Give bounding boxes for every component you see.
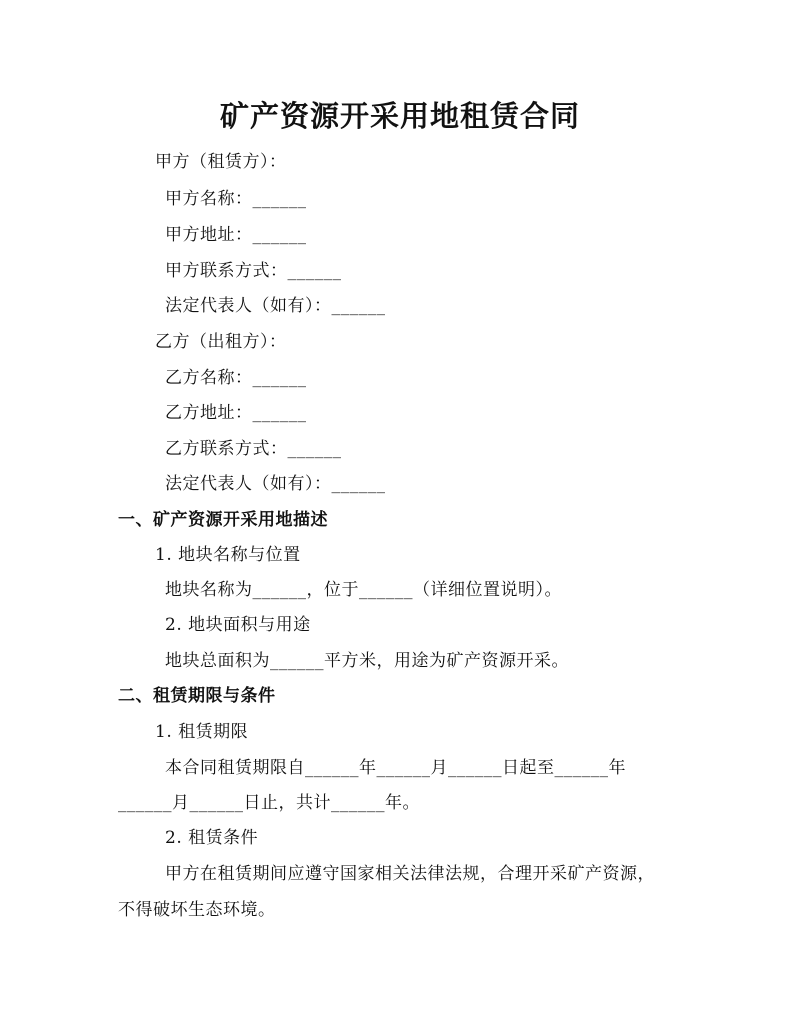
party-a-address: 甲方地址：______: [165, 225, 307, 245]
section-2-item-2-text-line-2: 不得破坏生态环境。: [118, 900, 276, 920]
party-a-name: 甲方名称：______: [165, 189, 307, 209]
party-a-contact: 甲方联系方式：______: [165, 261, 342, 281]
section-1-heading: 一、矿产资源开采用地描述: [118, 510, 328, 530]
document-title: 矿产资源开采用地租赁合同: [219, 99, 580, 133]
party-a-heading: 甲方（租赁方）：: [155, 152, 287, 172]
party-b-heading: 乙方（出租方）：: [155, 332, 287, 352]
section-2-item-1-text-line-1: 本合同租赁期限自______年______月______日起至______年: [165, 758, 626, 778]
section-1-item-1-title: 1. 地块名称与位置: [155, 545, 301, 565]
party-b-address: 乙方地址：______: [165, 403, 307, 423]
party-b-contact: 乙方联系方式：______: [165, 439, 342, 459]
section-1-item-2-text: 地块总面积为______平方米，用途为矿产资源开采。: [165, 651, 569, 671]
section-2-item-1-title: 1. 租赁期限: [155, 722, 249, 742]
party-b-name: 乙方名称：______: [165, 368, 307, 388]
section-2-heading: 二、租赁期限与条件: [118, 686, 276, 706]
section-2-item-1-text-line-2: ______月______日止，共计______年。: [118, 793, 420, 813]
party-a-representative: 法定代表人（如有）：______: [165, 296, 386, 316]
section-1-item-1-text: 地块名称为______，位于______（详细位置说明）。: [165, 580, 562, 600]
section-2-item-2-title: 2. 租赁条件: [165, 828, 259, 848]
section-1-item-2-title: 2. 地块面积与用途: [165, 615, 311, 635]
party-b-representative: 法定代表人（如有）：______: [165, 474, 386, 494]
section-2-item-2-text-line-1: 甲方在租赁期间应遵守国家相关法律法规，合理开采矿产资源，: [165, 864, 655, 884]
